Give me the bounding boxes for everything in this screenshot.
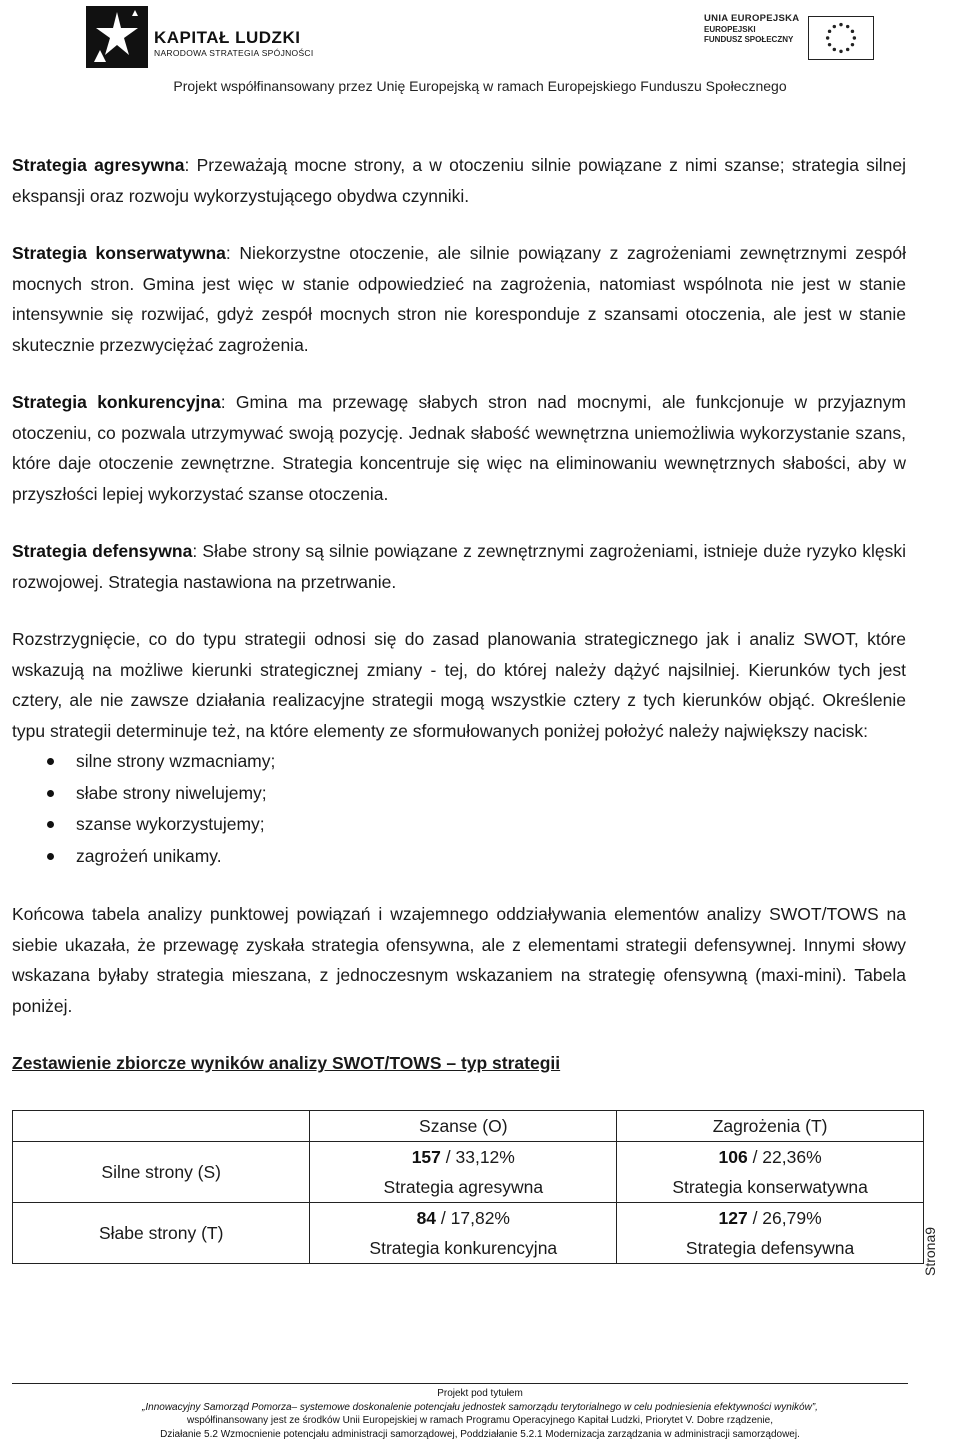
ue-logo-text — [704, 14, 804, 46]
cell-percent: / 33,12% — [440, 1146, 515, 1167]
document-body — [12, 150, 906, 1264]
cell-strategy-name: Strategia konkurencyjna — [369, 1237, 558, 1258]
list-item-text: szanse wykorzystujemy; — [76, 814, 265, 834]
table-row — [13, 1141, 924, 1202]
cell-percent: / 26,79% — [747, 1207, 822, 1228]
cell-score: 127 — [718, 1207, 748, 1228]
bullet-icon — [47, 821, 54, 828]
ue-line-1: UNIA EUROPEJSKA — [704, 13, 800, 24]
term-label: Strategia defensywna — [12, 541, 193, 561]
list-item-text: silne strony wzmacniamy; — [76, 751, 276, 771]
kapital-ludzki-logo — [86, 6, 386, 68]
bullet-list — [12, 746, 906, 872]
ue-line-2: EUROPEJSKI — [704, 24, 756, 34]
footer-line-2: „Innowacyjny Samorząd Pomorza– systemowe doskonalenie potencjału jednostek samorządu terytorialnego w celu podniesienia efektywności wyników”, — [142, 1401, 818, 1413]
term-label: Strategia agresywna — [12, 155, 185, 175]
cell-so — [310, 1141, 617, 1202]
paragraph-strategia-konkurencyjna — [12, 387, 906, 509]
list-item — [12, 778, 906, 810]
footer-text — [0, 1387, 960, 1441]
footer-line-3: współfinansowany jest ze środków Unii Europejskiej w ramach Programu Operacyjnego Kapitał Ludzki, Priorytet V. Dobre rządzenie, — [186, 1415, 774, 1426]
term-label: Strategia konkurencyjna — [12, 392, 221, 412]
term-text: : Niekorzystne otoczenie, ale silnie powiązany z zagrożeniami zewnętrznymi zespół mocnych stron. Gmina jest więc w stanie odpowiedzieć na zagrożenia, natomiast wspólnota nie jest w stanie intensywnie się rozwijać, gdyż zespół mocnych stron nie koresponduje z szansami otoczenia, ale jest w stanie skutecznie przezwyciężać zagrożenia. — [12, 243, 906, 355]
paragraph-strategia-agresywna — [12, 150, 906, 211]
footer-divider — [12, 1383, 908, 1384]
cell-strategy-name: Strategia konserwatywna — [672, 1176, 868, 1197]
page-header — [0, 0, 960, 110]
cell-score: 106 — [718, 1146, 748, 1167]
column-header-szanse: Szanse (O) — [310, 1110, 617, 1141]
table-row — [13, 1202, 924, 1263]
cell-score-line — [617, 1142, 923, 1172]
list-item-text: zagrożeń unikamy. — [76, 845, 222, 866]
table-title: Zestawienie zbiorcze wyników analizy SWOT/TOWS – typ strategii — [12, 1053, 561, 1073]
unia-europejska-logo — [704, 14, 884, 64]
cell-strategy-name: Strategia defensywna — [685, 1237, 855, 1258]
bullet-icon — [47, 758, 54, 765]
kapital-ludzki-subtitle: NARODOWA STRATEGIA SPÓJNOŚCI — [154, 48, 314, 58]
footer-line-1: Projekt pod tytułem — [437, 1388, 523, 1399]
term-label: Strategia konserwatywna — [12, 243, 226, 263]
cell-score: 84 — [416, 1207, 437, 1228]
paragraph-koncowa-tabela: Końcowa tabela analizy punktowej powiązań i wzajemnego oddziaływania elementów analizy SWOT/TOWS na siebie ukazała, że przewagę zyskała strategia ofensywna, ale z elementami strategii defensywnej. Innymi słowy wskazana byłaby strategia mieszana, z jednoczesnym wskazaniem na strategię ofensywną (maxi-mini). Tabela poniżej. — [12, 904, 906, 1016]
page-number: Strona9 — [922, 1226, 938, 1276]
kapital-ludzki-emblem-icon — [86, 6, 148, 68]
footer-line-4: Działanie 5.2 Wzmocnienie potencjału administracji samorządowej, Poddziałanie 5.2.1 Modernizacja zarządzania w administracji samorządowej. — [160, 1428, 800, 1440]
term-text: : Gmina ma przewagę słabych stron nad mocnymi, ale funkcjonuje w przyjaznym otoczeniu, co pozwala utrzymywać swoją pozycję. Jednak słabość wewnętrzna uniemożliwia wykorzystanie szans, które daje otoczenie zewnętrzne. Strategia koncentruje się więc na eliminowaniu wewnętrznych słabości, aby w przyszłości lepiej wykorzystać szanse otoczenia. — [12, 392, 906, 504]
cell-percent: / 22,36% — [747, 1146, 822, 1167]
cell-score-line — [310, 1203, 616, 1233]
paragraph-strategia-defensywna — [12, 536, 906, 597]
kapital-ludzki-title: KAPITAŁ LUDZKI — [154, 28, 301, 47]
cell-percent: / 17,82% — [436, 1207, 510, 1228]
table-corner-cell — [13, 1110, 310, 1141]
table-row — [13, 1110, 924, 1141]
row-header-silne-strony: Silne strony (S) — [13, 1141, 310, 1202]
cell-wt — [617, 1202, 924, 1263]
cell-st — [617, 1141, 924, 1202]
column-header-zagrozenia: Zagrożenia (T) — [617, 1110, 924, 1141]
list-item — [12, 746, 906, 778]
bullet-icon — [47, 853, 54, 860]
paragraph-strategia-konserwatywna — [12, 238, 906, 360]
paragraph-rozstrzygniecie: Rozstrzygnięcie, co do typu strategii odnosi się do zasad planowania strategicznego jak i analiz SWOT, które wskazują na możliwe kierunki strategicznej zmiany - tej, do której należy dążyć najsilniej. Kierunków tych jest cztery, ale nie zawsze działania realizacyjne strategii mogą wszystkie cztery z tych kierunków objąć. Określenie typu strategii determinuje też, na które elementy ze sformułowanych poniżej położyć należy największy nacisk: — [12, 629, 906, 741]
list-item — [12, 841, 906, 873]
list-item — [12, 809, 906, 841]
eu-flag-icon — [808, 16, 874, 60]
row-header-slabe-strony: Słabe strony (T) — [13, 1202, 310, 1263]
cell-score: 157 — [411, 1146, 441, 1167]
ue-line-3: FUNDUSZ SPOŁECZNY — [704, 35, 794, 44]
term-text: : Słabe strony są silnie powiązane z zewnętrznymi zagrożeniami, istnieje duże ryzyko klęski rozwojowej. Strategia nastawiona na przetrwanie. — [12, 541, 906, 592]
term-text: : Przeważają mocne strony, a w otoczeniu silnie powiązane z nimi szanse; strategia silnej ekspansji oraz rozwoju wykorzystującego obydwa czynniki. — [12, 155, 907, 206]
swot-table — [12, 1110, 924, 1264]
cell-strategy-name: Strategia agresywna — [383, 1176, 544, 1197]
cell-score-line — [617, 1203, 923, 1233]
funding-statement: Projekt współfinansowany przez Unię Europejską w ramach Europejskiego Funduszu Społecznego — [173, 78, 787, 94]
list-item-text: słabe strony niwelujemy; — [76, 782, 267, 803]
cell-score-line — [310, 1142, 616, 1172]
cell-wo — [310, 1202, 617, 1263]
bullet-icon — [47, 790, 54, 797]
